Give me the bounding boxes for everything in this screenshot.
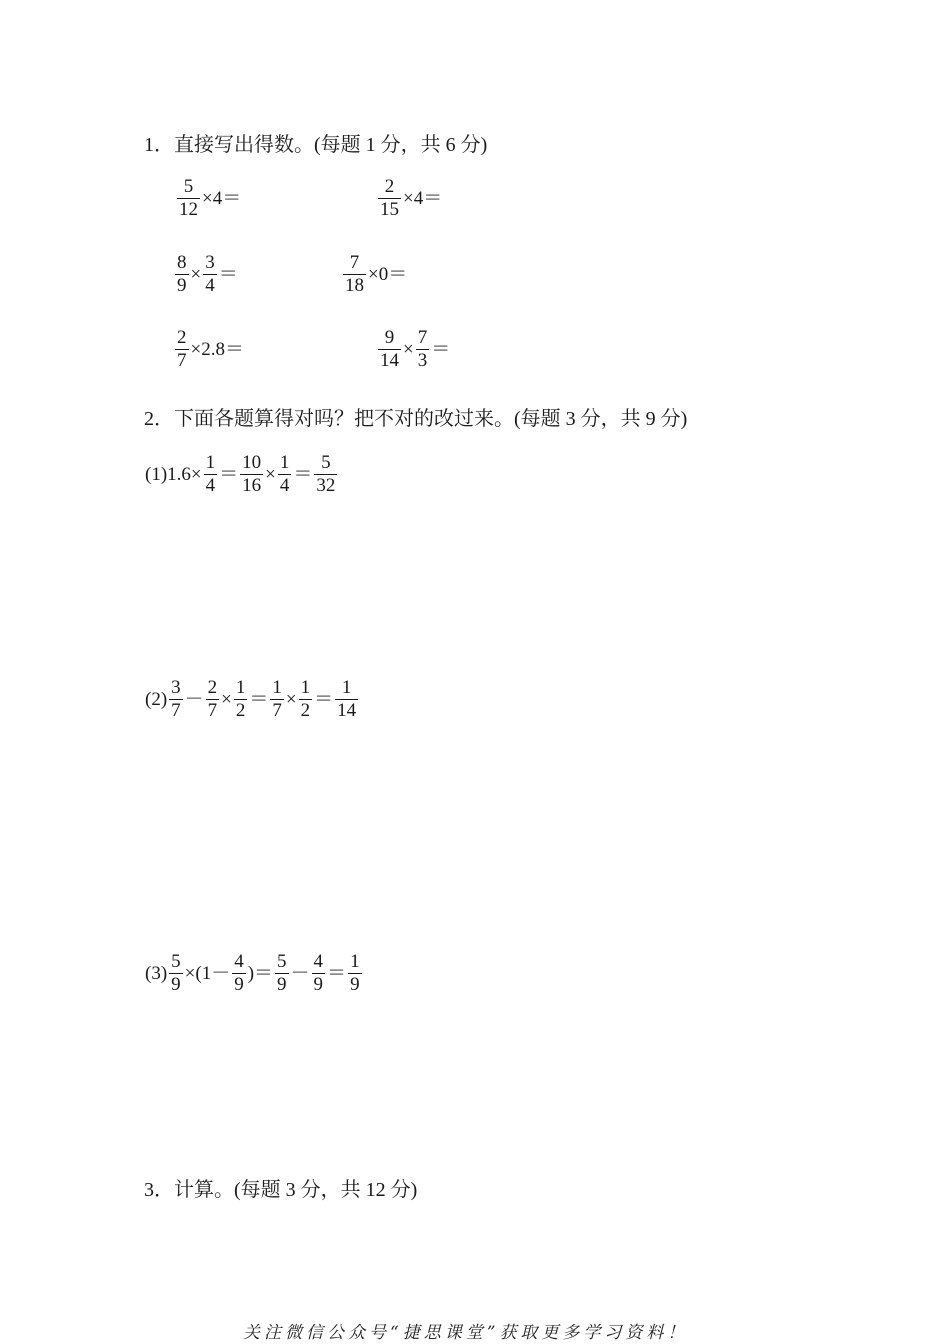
oral-item-1 xyxy=(176,176,242,221)
fraction: $\frac{7}{3}$ xyxy=(417,327,428,371)
fraction: $\frac{2}{7}$ xyxy=(207,677,218,721)
equals-sign: ＝ xyxy=(293,464,313,485)
expression-text: ＝ xyxy=(218,264,238,285)
operator: × xyxy=(190,264,202,285)
operator: × xyxy=(265,464,276,485)
fraction: $\frac{10}{16}$ xyxy=(242,452,262,496)
equals-sign: ＝ xyxy=(249,689,269,710)
problem-label: (2) xyxy=(145,689,168,710)
fraction: $\frac{3}{7}$ xyxy=(171,677,181,721)
expression-text: ×4＝ xyxy=(202,188,242,209)
expression-text: ×(1－ xyxy=(184,963,231,984)
fraction: $\frac{4}{9}$ xyxy=(234,951,244,995)
fraction: $\frac{1}{2}$ xyxy=(235,677,246,721)
problem-2 xyxy=(144,677,359,722)
expression-text: ×0＝ xyxy=(368,264,408,285)
expression-text: ＝ xyxy=(431,339,451,360)
operator: － xyxy=(290,963,310,984)
expression-text: ×2.8＝ xyxy=(190,339,244,360)
operator: － xyxy=(184,689,204,710)
oral-item-2 xyxy=(377,176,443,221)
equals-sign: ＝ xyxy=(327,963,347,984)
fraction: $\frac{5}{9}$ xyxy=(171,951,181,995)
problem-label: (3) xyxy=(145,963,168,984)
fraction: $\frac{5}{12}$ xyxy=(179,176,198,220)
fraction: $\frac{3}{4}$ xyxy=(205,252,215,296)
fraction: $\frac{2}{15}$ xyxy=(380,176,399,220)
fraction: $\frac{4}{9}$ xyxy=(313,951,324,995)
expression-text: ×4＝ xyxy=(403,188,443,209)
fraction: $\frac{5}{32}$ xyxy=(316,452,336,496)
oral-item-3 xyxy=(174,252,239,297)
fraction: $\frac{9}{14}$ xyxy=(380,327,399,371)
footer-notice: 关注微信公众号“捷思课堂”获取更多学习资料！ xyxy=(243,1323,689,1343)
equals-sign: ＝ xyxy=(314,689,334,710)
oral-item-4 xyxy=(342,252,408,297)
expression-text: )＝ xyxy=(247,963,274,984)
operator: × xyxy=(285,689,297,710)
problem-3 xyxy=(144,951,363,996)
problem-1 xyxy=(144,452,338,497)
fraction: $\frac{1}{2}$ xyxy=(300,677,311,721)
fraction: $\frac{1}{4}$ xyxy=(205,452,216,496)
fraction: $\frac{2}{7}$ xyxy=(177,327,187,371)
equals-sign: ＝ xyxy=(219,464,239,485)
fraction: $\frac{1}{7}$ xyxy=(272,677,282,721)
oral-item-5 xyxy=(174,327,245,372)
section1-heading: 1．直接写出得数。(每题 1 分，共 6 分) xyxy=(144,134,488,156)
fraction: $\frac{5}{9}$ xyxy=(277,951,287,995)
section2-heading: 2．下面各题算得对吗？把不对的改过来。(每题 3 分，共 9 分) xyxy=(144,408,688,430)
fraction: $\frac{1}{9}$ xyxy=(350,951,360,995)
oral-item-6 xyxy=(377,327,451,372)
fraction: $\frac{7}{18}$ xyxy=(345,252,364,296)
fraction: $\frac{1}{4}$ xyxy=(279,452,290,496)
problem-label: (1)1.6× xyxy=(145,464,202,485)
fraction: $\frac{1}{14}$ xyxy=(337,677,357,721)
section3-heading: 3．计算。(每题 3 分，共 12 分) xyxy=(144,1179,418,1201)
fraction: $\frac{8}{9}$ xyxy=(177,252,187,296)
operator: × xyxy=(221,689,232,710)
operator: × xyxy=(403,339,414,360)
